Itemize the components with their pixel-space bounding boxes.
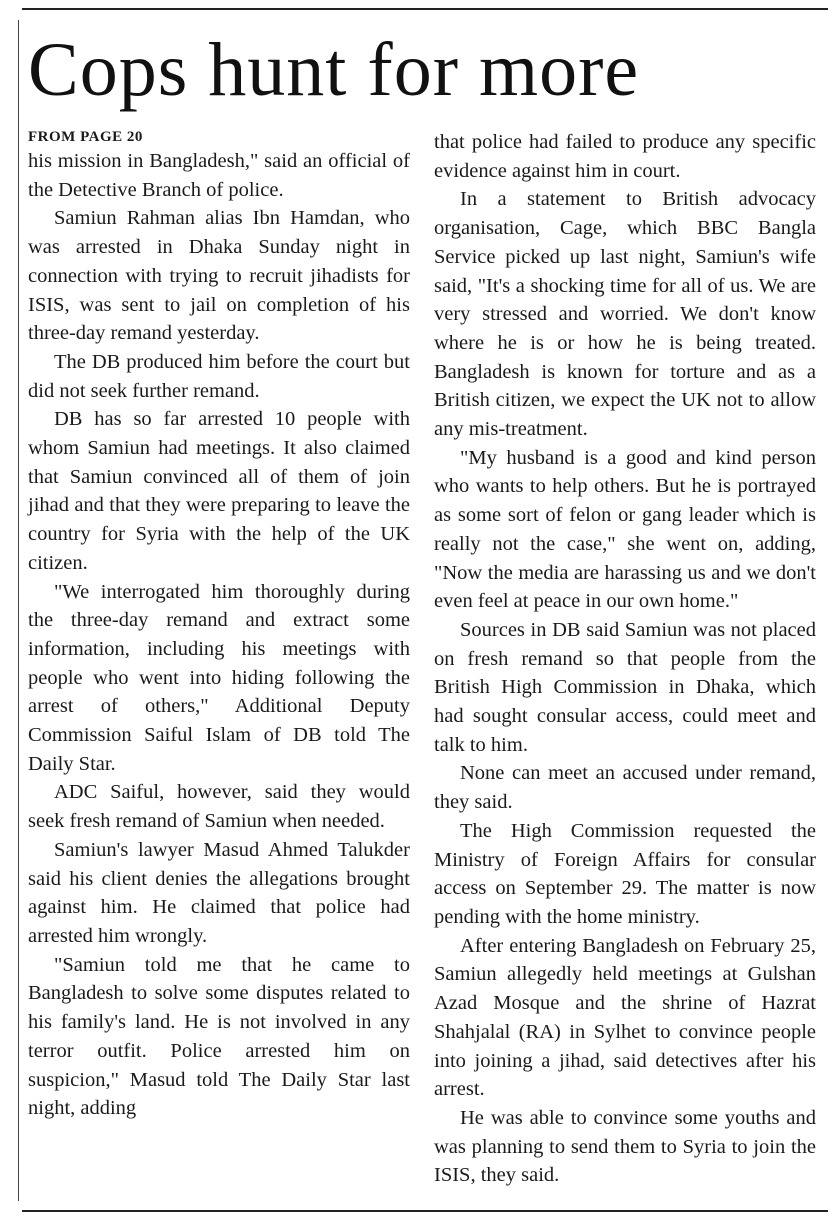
left-rule bbox=[18, 20, 19, 1201]
paragraph: None can meet an accused under remand, they said. bbox=[434, 762, 816, 814]
paragraph: The High Commission requested the Ministry of Foreign Affairs for consular access on September 29. The matter is now pending with the home ministry. bbox=[434, 819, 816, 928]
paragraph: The DB produced him before the court but did not seek further remand. bbox=[28, 350, 410, 402]
bottom-rule bbox=[22, 1210, 828, 1212]
top-rule bbox=[22, 8, 828, 10]
article-column-left bbox=[28, 128, 410, 1123]
paragraph: He was able to convince some youths and was planning to send them to Syria to join the ISIS, they said. bbox=[434, 1106, 816, 1187]
paragraph: "My husband is a good and kind person who wants to help others. But he is portrayed as some sort of felon or gang leader which is really not the case," she went on, adding, "Now the media are harassing us and we don't even feel at peace in our own home." bbox=[434, 446, 816, 613]
paragraph: "We interrogated him thoroughly during the three-day remand and extract some information, including his meetings with people who went into hiding following the arrest of others," Additional Deputy Commission Saiful Islam of DB told The Daily Star. bbox=[28, 580, 410, 775]
article-column-right bbox=[434, 128, 816, 1190]
paragraph: his mission in Bangladesh," said an official of the Detective Branch of police. bbox=[28, 150, 410, 201]
paragraph: that police had failed to produce any specific evidence against him in court. bbox=[434, 131, 816, 182]
headline: Cops hunt for more bbox=[28, 28, 640, 112]
paragraph: Samiun's lawyer Masud Ahmed Talukder said his client denies the allegations brought against him. He claimed that police had arrested him wrongly. bbox=[28, 838, 410, 947]
paragraph: After entering Bangladesh on February 25, Samiun allegedly held meetings at Gulshan Azad Mosque and the shrine of Hazrat Shahjalal (RA) in Sylhet to convince people into joining a jihad, said detectives after his arrest. bbox=[434, 934, 816, 1101]
paragraph: DB has so far arrested 10 people with whom Samiun had meetings. It also claimed that Samiun convinced all of them of join jihad and that they were preparing to leave the country for Syria with the help of the UK citizen. bbox=[28, 408, 410, 574]
continued-from-label: FROM PAGE 20 bbox=[28, 129, 143, 145]
paragraph: "Samiun told me that he came to Bangladesh to solve some disputes related to his family's land. He is not involved in any terror outfit. Police arrested him on suspicion," Masud told The Daily Star last night, adding bbox=[28, 953, 410, 1120]
paragraph: ADC Saiful, however, said they would seek fresh remand of Samiun when needed. bbox=[28, 781, 410, 833]
paragraph: Samiun Rahman alias Ibn Hamdan, who was arrested in Dhaka Sunday night in connection with trying to recruit jihadists for ISIS, was sent to jail on completion of his three-day remand yesterday. bbox=[28, 207, 410, 345]
paragraph: Sources in DB said Samiun was not placed on fresh remand so that people from the British High Commission in Dhaka, which had sought consular access, could meet and talk to him. bbox=[434, 618, 816, 756]
paragraph: In a statement to British advocacy organisation, Cage, which BBC Bangla Service picked up last night, Samiun's wife said, "It's a shocking time for all of us. We are very stressed and worried. We don't know where he is or how he is being treated. Bangladesh is known for torture and as a British citizen, we expect the UK not to allow any mis-treatment. bbox=[434, 188, 816, 441]
